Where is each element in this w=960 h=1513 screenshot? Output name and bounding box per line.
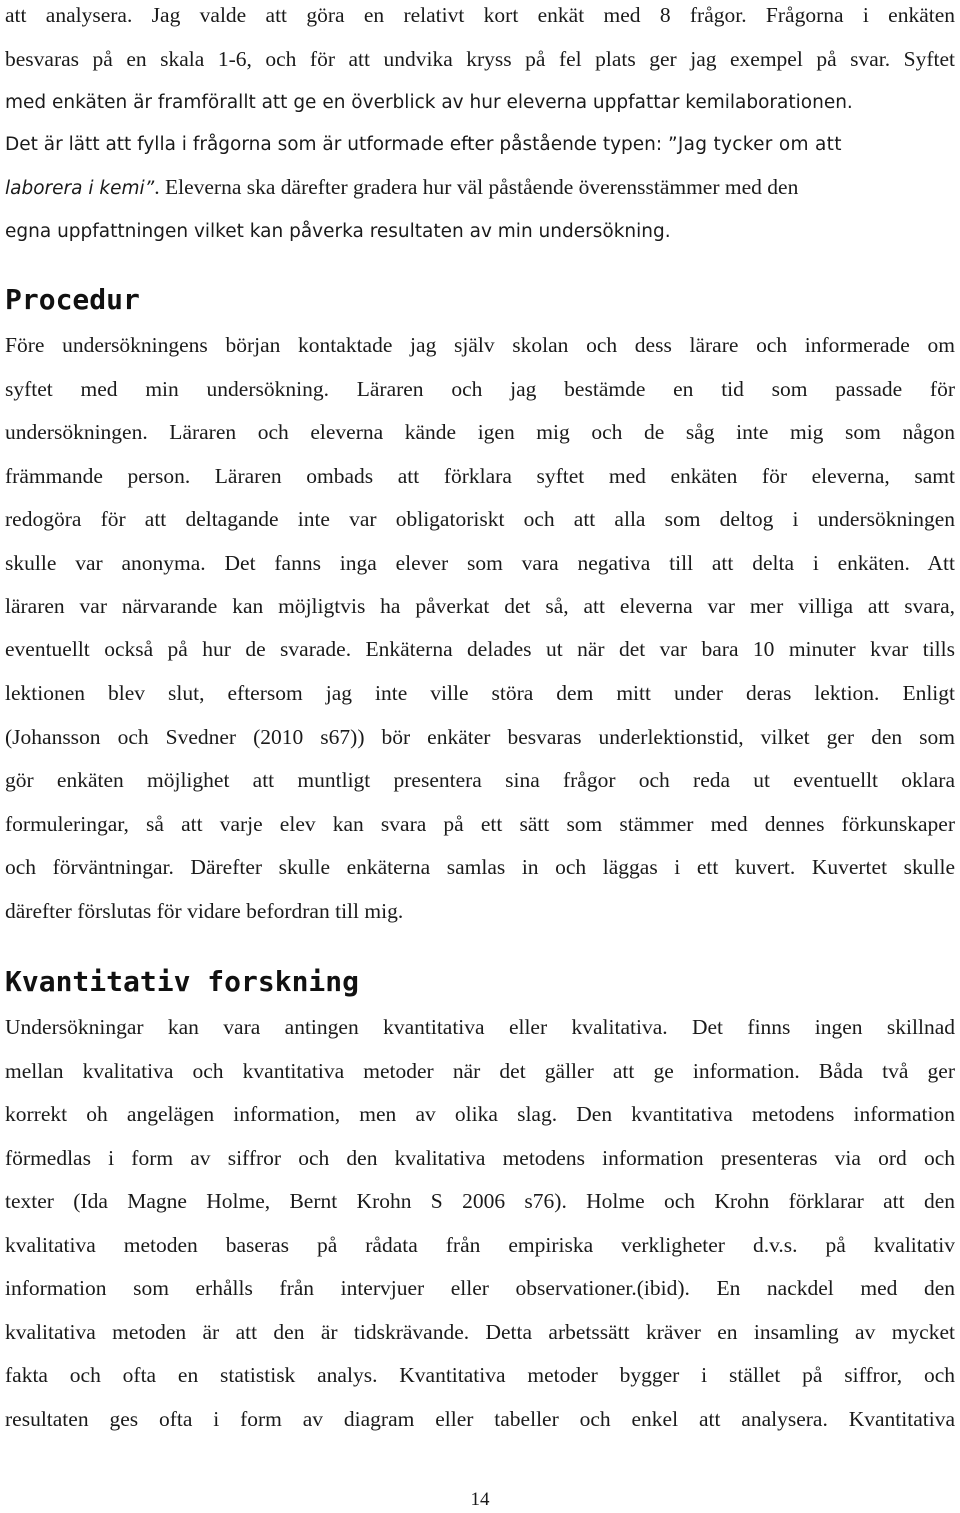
paragraph-line: syftet med min undersökning. Läraren och jag bestämde en tid som passade för <box>5 377 955 401</box>
paragraph-line: Före undersökningens början kontaktade jag själv skolan och dess lärare och informerade om <box>5 333 955 357</box>
quoted-statement: ”Jag tycker om att <box>667 134 842 155</box>
paragraph-line <box>5 172 955 202</box>
paragraph-line: främmande person. Läraren ombads att förklara syftet med enkäten för eleverna, samt <box>5 464 955 488</box>
paragraph-line: att analysera. Jag valde att göra en relativt kort enkät med 8 frågor. Frågorna i enkäten <box>5 3 955 27</box>
paragraph-line-text: med enkäten är framförallt att ge en överblick av hur eleverna uppfattar kemilaborationen. <box>5 92 853 113</box>
paragraph-line: läraren var närvarande kan möjligtvis ha påverkat det så, att eleverna var mer villiga att svara, <box>5 594 955 618</box>
paragraph-line: fakta och ofta en statistisk analys. Kvantitativa metoder bygger i stället på siffror, och <box>5 1363 955 1387</box>
paragraph-line: och förväntningar. Därefter skulle enkäterna samlas in och läggas i ett kuvert. Kuvertet skulle <box>5 855 955 879</box>
page-number: 14 <box>470 1489 490 1510</box>
paragraph-line <box>5 215 955 245</box>
paragraph-line: eventuellt också på hur de svarade. Enkäterna delades ut när det var bara 10 minuter kvar tills <box>5 637 955 661</box>
paragraph-line: mellan kvalitativa och kvantitativa metoder när det gäller att ge information. Båda två ger <box>5 1059 955 1083</box>
paragraph-line: Undersökningar kan vara antingen kvantitativa eller kvalitativa. Det finns ingen skillnad <box>5 1015 955 1039</box>
paragraph-line: gör enkäten möjlighet att muntligt presentera sina frågor och reda ut eventuellt oklara <box>5 768 955 792</box>
paragraph-line: därefter förslutas för vidare befordran till mig. <box>5 899 404 923</box>
paragraph-line: lektionen blev slut, eftersom jag inte ville störa dem mitt under deras lektion. Enligt <box>5 681 955 705</box>
paragraph-line: formuleringar, så att varje elev kan svara på ett sätt som stämmer med dennes förkunskaper <box>5 812 955 836</box>
paragraph-line: (Johansson och Svedner (2010 s67)) bör enkäter besvaras underlektionstid, vilket ger den som <box>5 725 955 749</box>
paragraph-line: information som erhålls från intervjuer eller observationer.(ibid). En nackdel med den <box>5 1276 955 1300</box>
paragraph-line: resultaten ges ofta i form av diagram eller tabeller och enkel att analysera. Kvantitativa <box>5 1407 955 1431</box>
paragraph-line: skulle var anonyma. Det fanns inga elever som vara negativa till att delta i enkäten. Att <box>5 551 955 575</box>
section-heading-kvantitativ-forskning: Kvantitativ forskning <box>5 965 360 998</box>
paragraph-line: redogöra för att deltagande inte var obligatoriskt och att alla som deltog i undersökningen <box>5 507 955 531</box>
paragraph-line: kvalitativa metoden baseras på rådata från empiriska verkligheter d.v.s. på kvalitativ <box>5 1233 955 1257</box>
paragraph-line: korrekt oh angelägen information, men av olika slag. Den kvantitativa metodens information <box>5 1102 955 1126</box>
paragraph-line: förmedlas i form av siffror och den kvalitativa metodens information presenteras via ord och <box>5 1146 955 1170</box>
paragraph-line-text: . Eleverna ska därefter gradera hur väl påstående överensstämmer med den <box>154 175 799 199</box>
paragraph-line: besvaras på en skala 1-6, och för att undvika kryss på fel plats ger jag exempel på svar. Syftet <box>5 47 955 71</box>
paragraph-line: texter (Ida Magne Holme, Bernt Krohn S 2006 s76). Holme och Krohn förklarar att den <box>5 1189 955 1213</box>
paragraph-line <box>5 86 955 116</box>
paragraph-line-text: Det är lätt att fylla i frågorna som är utformade efter påstående typen: <box>5 134 668 155</box>
paragraph-line-text: egna uppfattningen vilket kan påverka resultaten av min undersökning. <box>5 221 671 242</box>
paragraph-line: kvalitativa metoden är att den är tidskrävande. Detta arbetssätt kräver en insamling av mycket <box>5 1320 955 1344</box>
paragraph-line <box>5 128 955 158</box>
section-heading-procedur: Procedur <box>5 283 140 316</box>
paragraph-line: undersökningen. Läraren och eleverna kände igen mig och de såg inte mig som någon <box>5 420 955 444</box>
quoted-statement-italic: laborera i kemi” <box>5 178 155 199</box>
